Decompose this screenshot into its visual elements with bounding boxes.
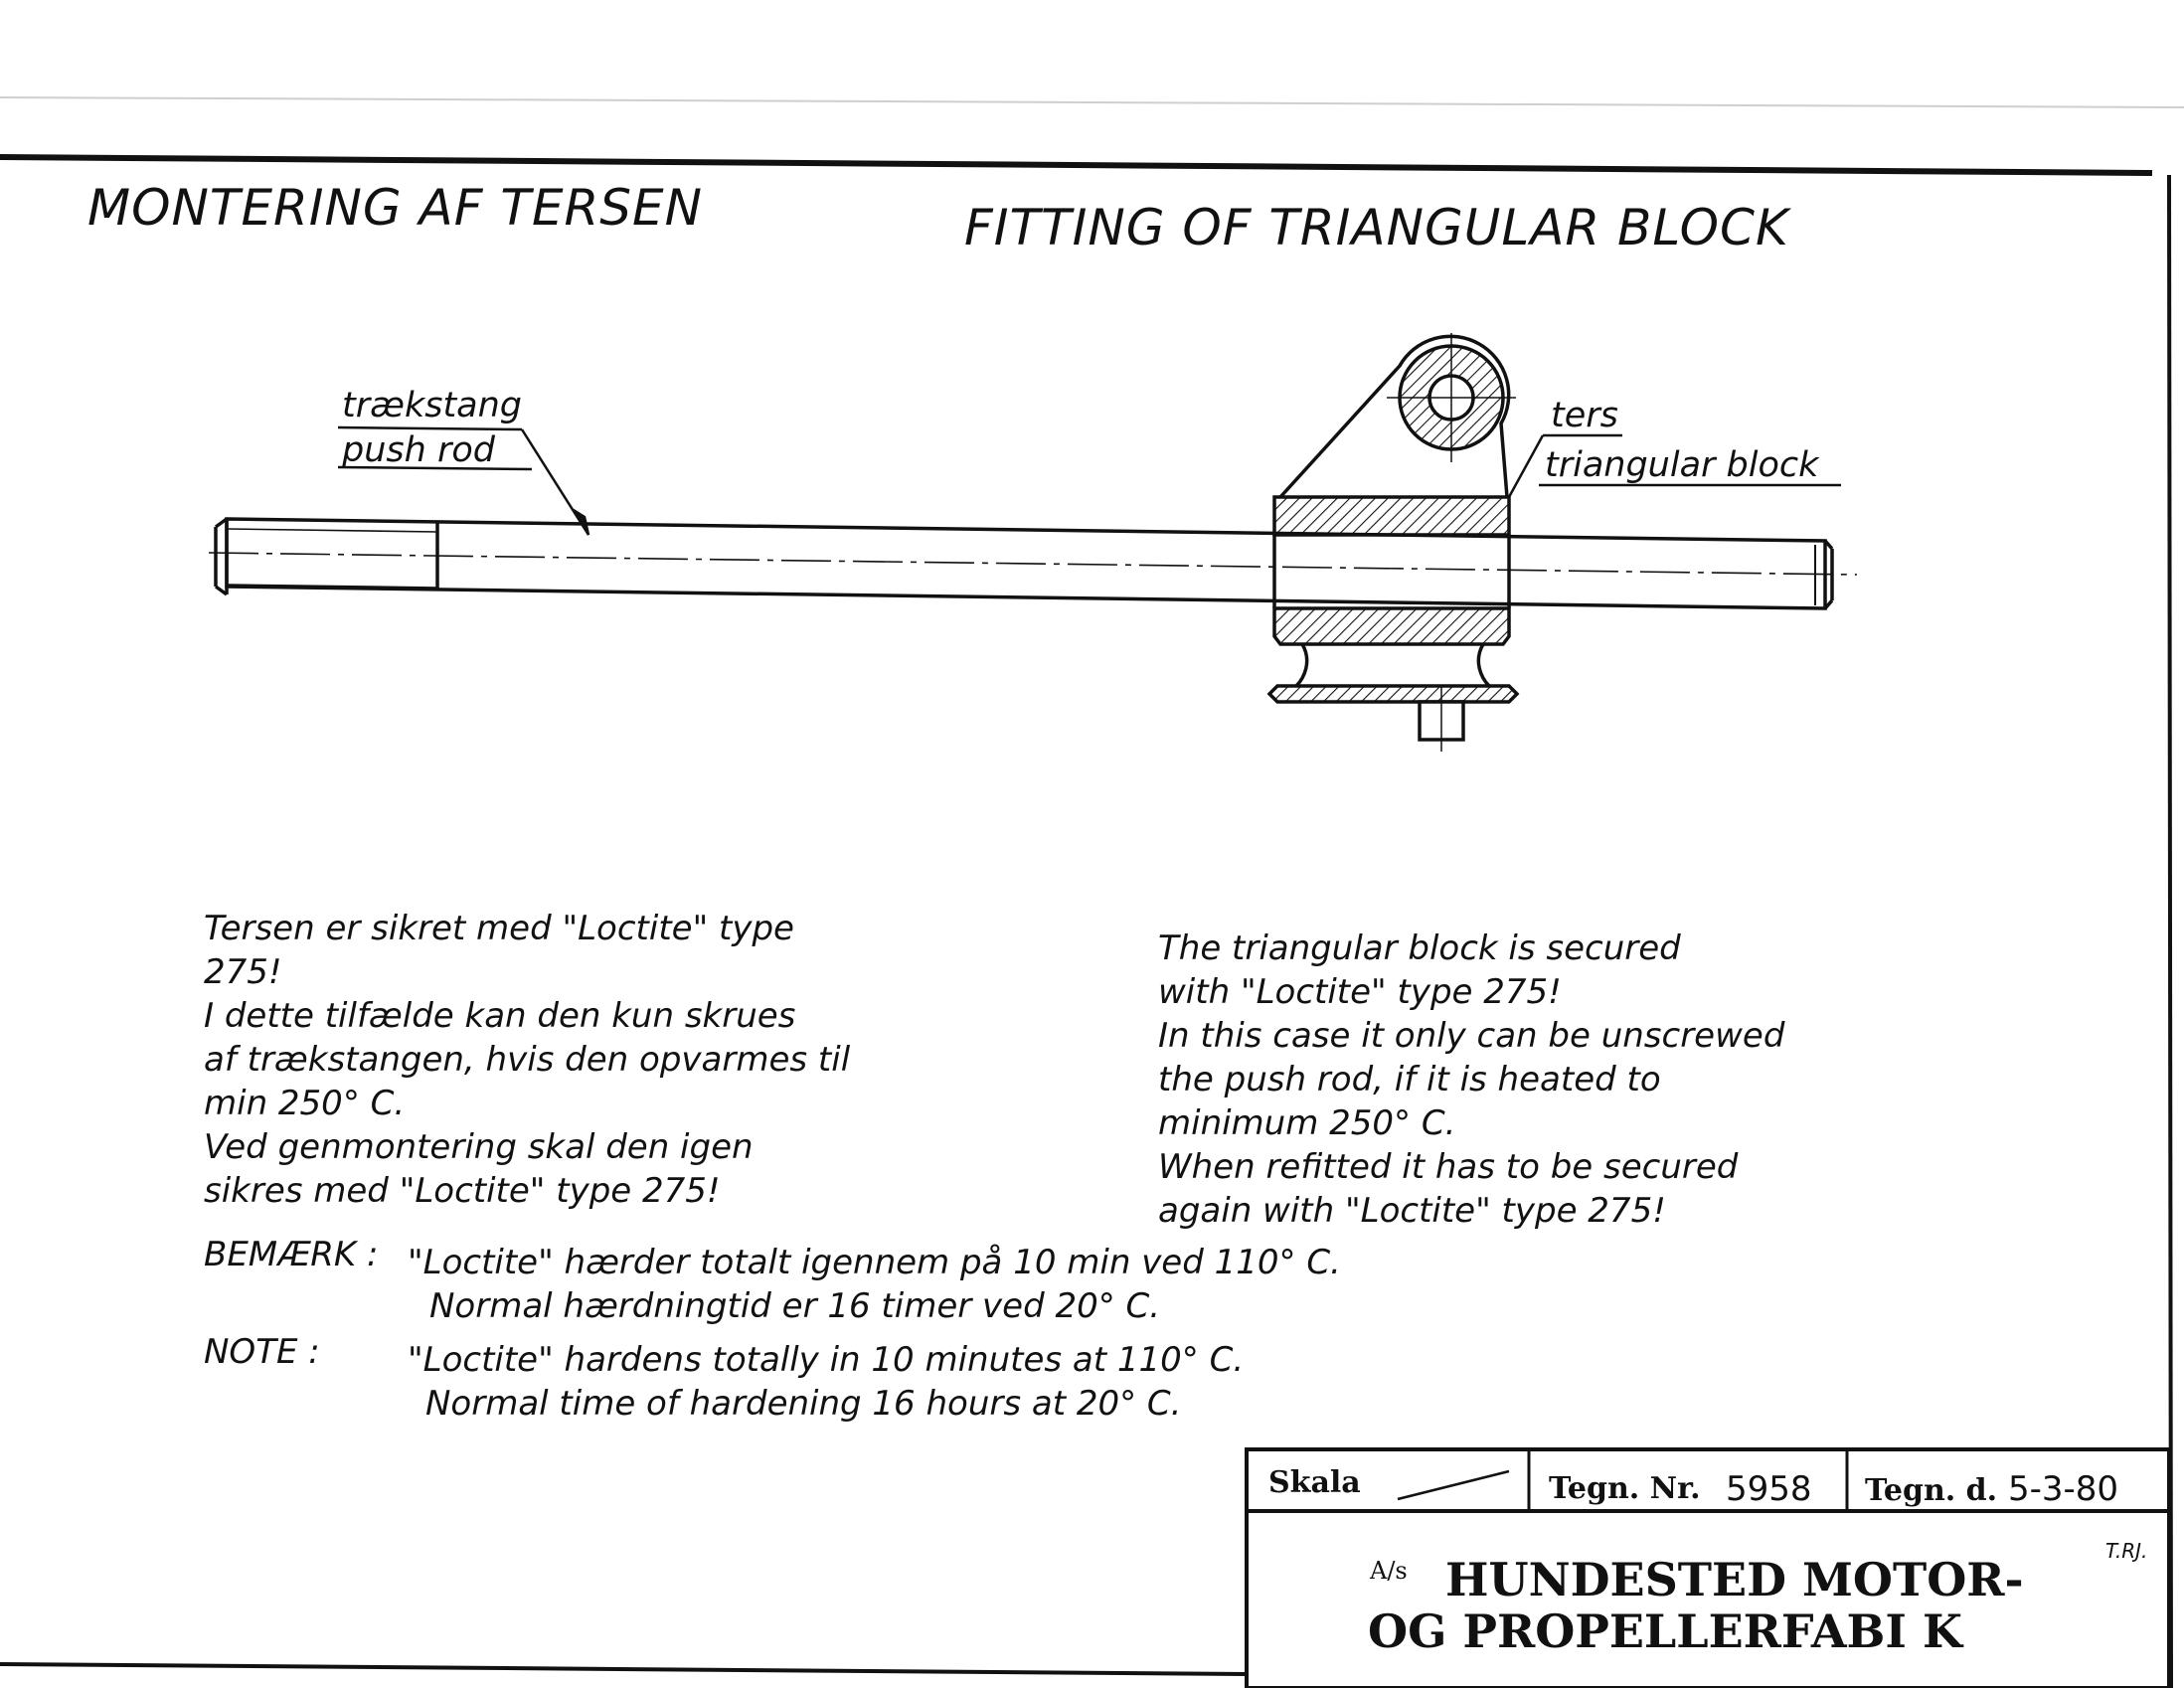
bemaerk-label: BEMÆRK : (204, 1235, 379, 1274)
tegn-d-label: Tegn. d. (1865, 1473, 1998, 1508)
note-label: NOTE : (204, 1332, 320, 1372)
label-push-rod-da: trækstang (342, 386, 523, 425)
text-english-line: When refitted it has to be secured (1158, 1147, 1739, 1187)
text-english-line: again with "Loctite" type 275! (1158, 1191, 1666, 1231)
company-prefix: A/s (1370, 1557, 1408, 1585)
text-danish-line: 275! (204, 952, 282, 992)
tegn-d-value: 5-3-80 (2008, 1469, 2119, 1509)
label-block-en: triangular block (1545, 445, 1819, 485)
note-line-1: "Loctite" hardens totally in 10 minutes at 110° C. (408, 1340, 1245, 1380)
text-english-line: The triangular block is secured (1158, 928, 1681, 968)
text-english-line: In this case it only can be unscrewed (1158, 1016, 1785, 1056)
tegn-nr-value: 5958 (1726, 1469, 1812, 1509)
text-english-line: the push rod, if it is heated to (1158, 1060, 1661, 1099)
text-danish-line: I dette tilfælde kan den kun skrues (204, 996, 796, 1036)
bemaerk-line-1: "Loctite" hærder totalt igennem på 10 min ved 110° C. (408, 1243, 1341, 1282)
text-danish-line: Tersen er sikret med "Loctite" type (204, 909, 794, 948)
text-danish-line: min 250° C. (204, 1084, 406, 1123)
text-english-line: minimum 250° C. (1158, 1103, 1456, 1143)
skala-label: Skala (1268, 1465, 1361, 1500)
text-danish-line: af trækstangen, hvis den opvarmes til (204, 1040, 851, 1080)
company-line-2: OG PROPELLERFABI K (1368, 1604, 1962, 1658)
title-english: FITTING OF TRIANGULAR BLOCK (964, 199, 1789, 256)
label-block-da: ters (1551, 396, 1618, 435)
bemaerk-line-2: Normal hærdningtid er 16 timer ved 20° C. (429, 1286, 1161, 1326)
company-line-1: HUNDESTED MOTOR- (1445, 1553, 2024, 1606)
text-danish (204, 907, 850, 1213)
text-danish-line: Ved genmontering skal den igen (204, 1127, 754, 1167)
text-danish-line: sikres med "Loctite" type 275! (204, 1171, 721, 1211)
text-english (1158, 927, 1784, 1233)
title-danish: MONTERING AF TERSEN (87, 179, 704, 237)
initials: T.RJ. (2105, 1539, 2148, 1563)
note-line-2: Normal time of hardening 16 hours at 20° C. (425, 1384, 1182, 1424)
label-push-rod-en: push rod (342, 430, 495, 470)
text-english-line: with "Loctite" type 275! (1158, 972, 1562, 1012)
tegn-nr-label: Tegn. Nr. (1549, 1471, 1701, 1506)
